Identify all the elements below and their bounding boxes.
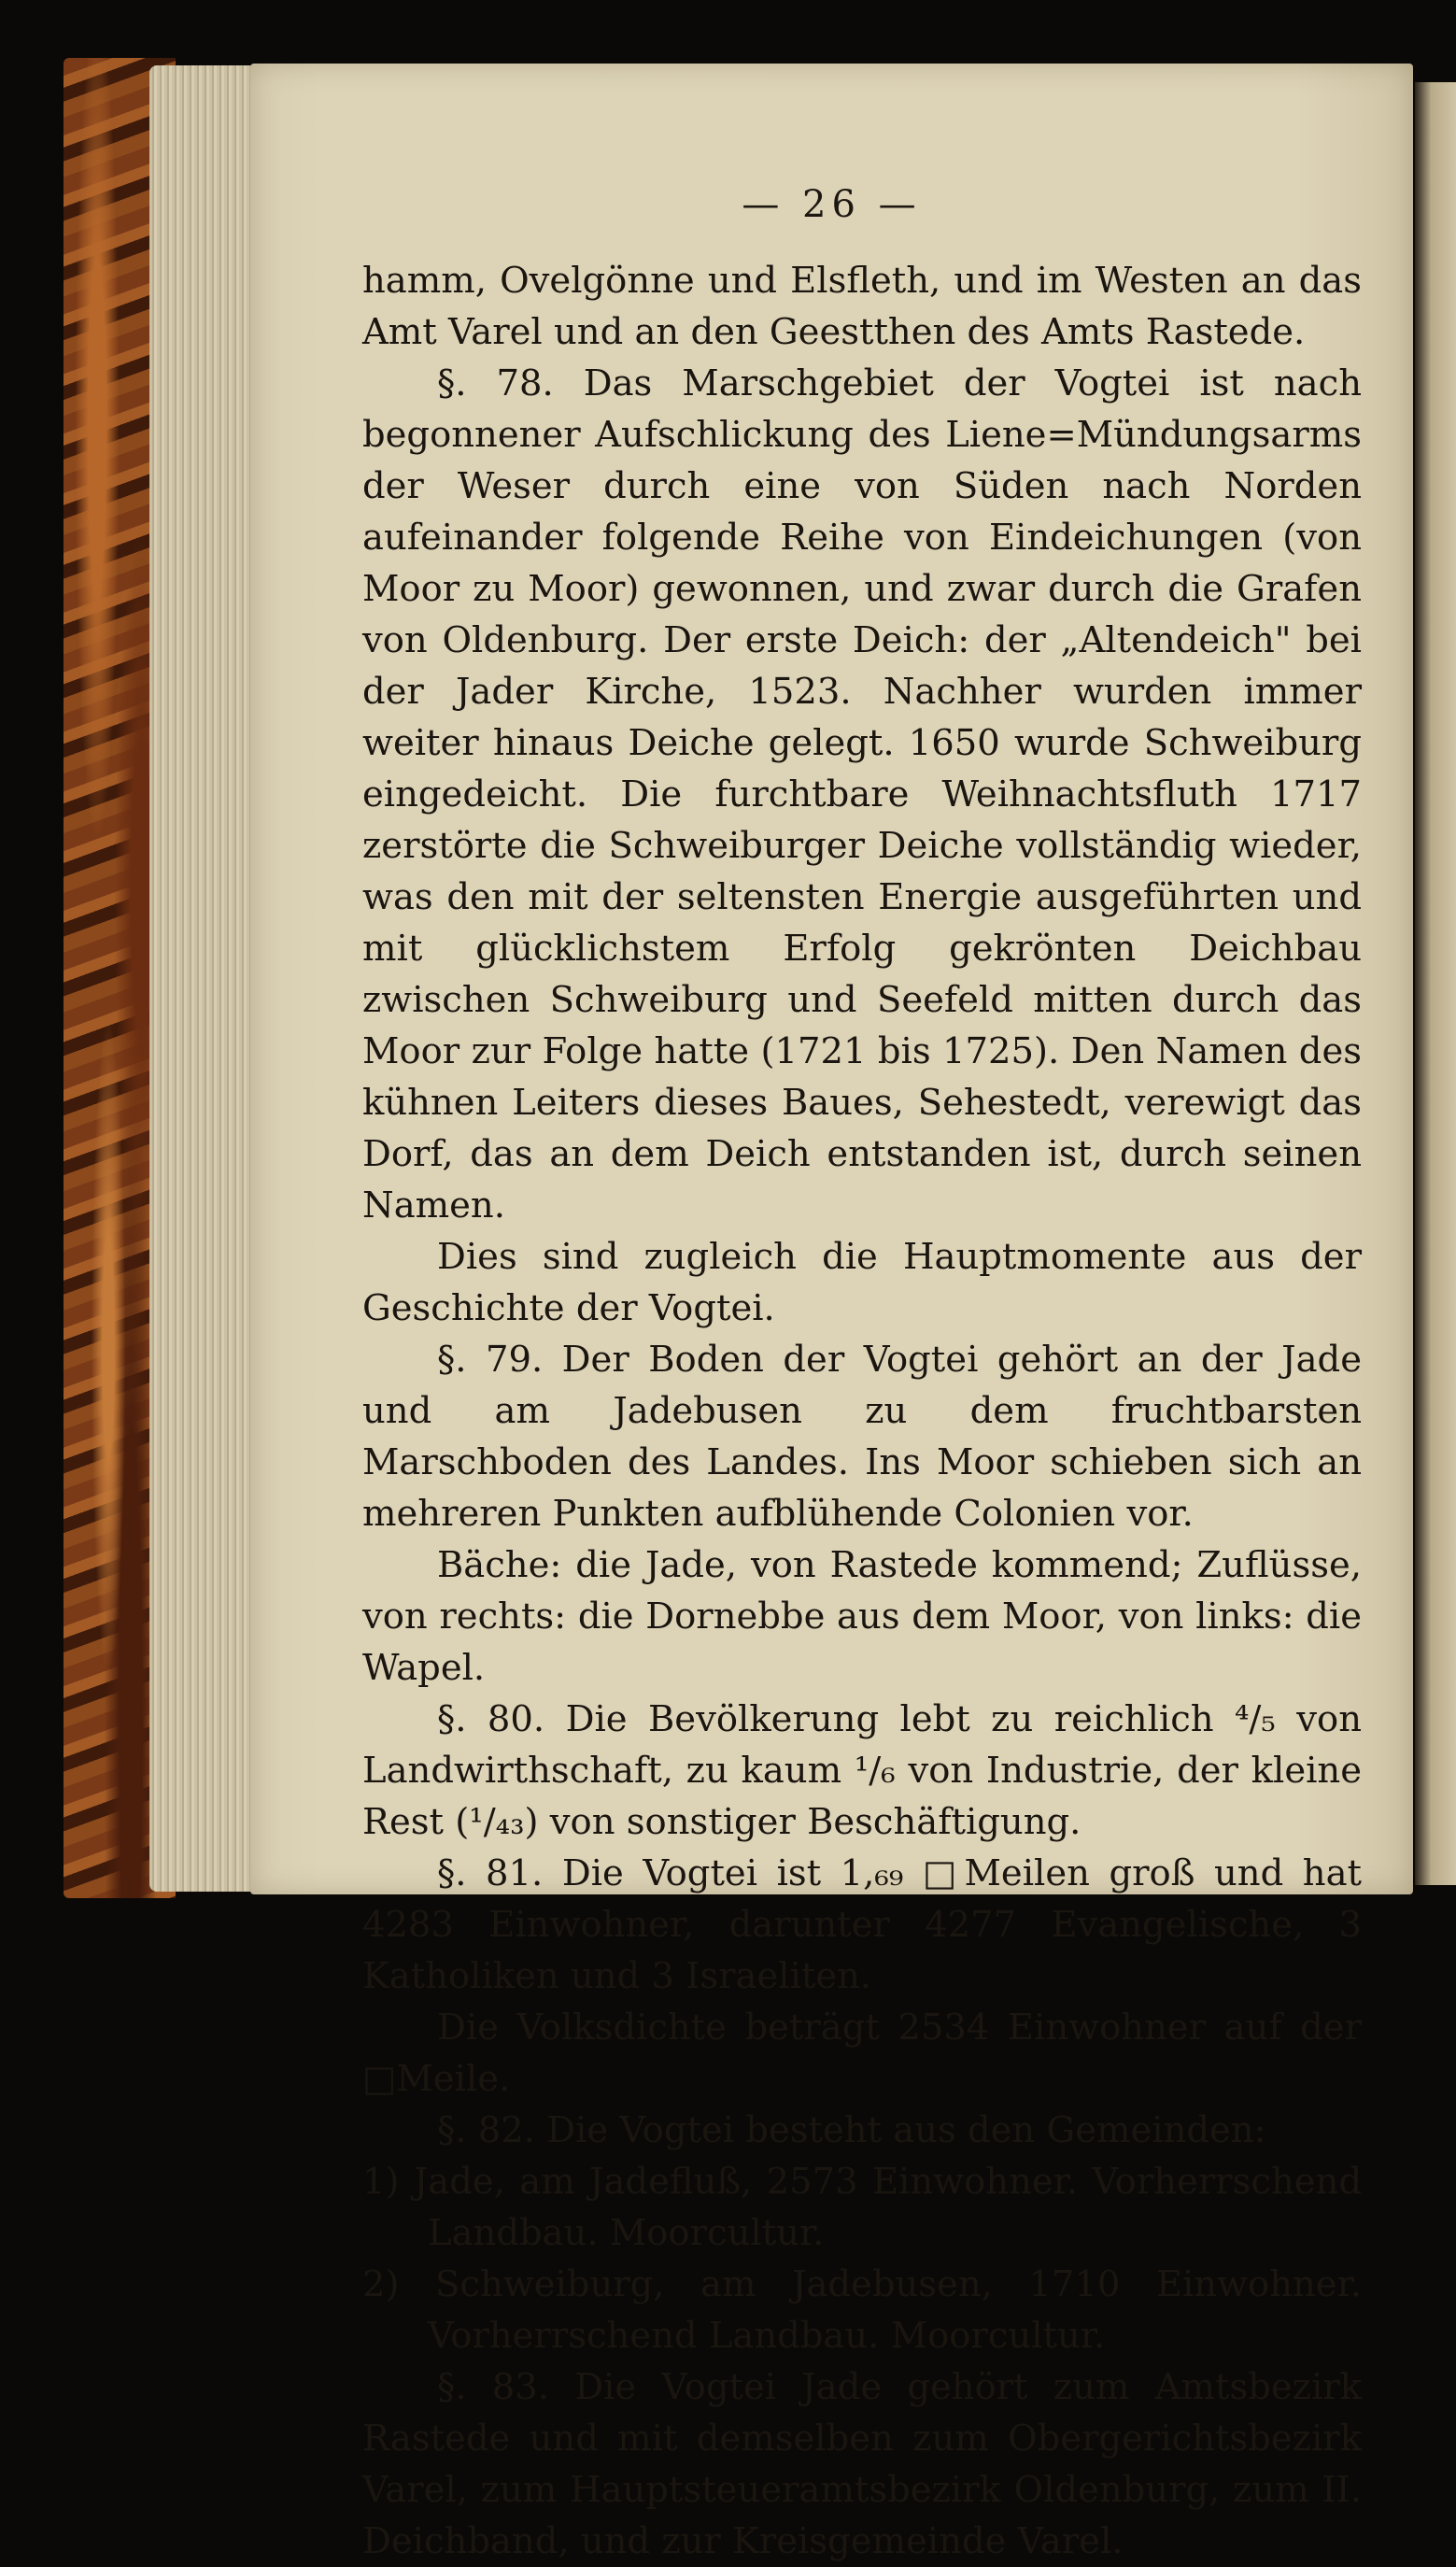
paragraph: hamm, Ovelgönne und Elsfleth, und im Westen an das Amt Varel und an den Geestthen des Amts Rastede. (362, 260, 1362, 353)
page-edges (149, 65, 252, 1892)
paragraph: Die Volksdichte beträgt 2534 Einwohner auf der □Meile. (362, 2007, 1362, 2100)
facing-page-edge (1415, 82, 1456, 1885)
paragraph: Dies sind zugleich die Hauptmomente aus der Geschichte der Vogtei. (362, 1236, 1362, 1329)
paragraph: Bäche: die Jade, von Rastede kommend; Zuflüsse, von rechts: die Dornebbe aus dem Moor, von links: die Wapel. (362, 1544, 1362, 1689)
paragraph: §. 80. Die Bevölkerung lebt zu reichlich ⁴/₅ von Landwirthschaft, zu kaum ¹/₆ von Industrie, der kleine Rest (¹/₄₃) von sonstiger Beschäftigung. (362, 1698, 1362, 1843)
paragraph: §. 79. Der Boden der Vogtei gehört an der Jade und am Jadebusen zu dem fruchtbarsten Marschboden des Landes. Ins Moor schieben sich an mehreren Punkten aufblühende Colonien vor. (362, 1339, 1362, 1535)
page-number: — 26 — (742, 183, 922, 226)
paragraph: §. 83. Die Vogtei Jade gehört zum Amtsbezirk Rastede und mit demselben zum Obergerichtsbezirk Varel, zum Hauptsteueramtsbezirk Oldenburg, zum II. Deichband, und zur Kreisgemeinde Varel. (362, 2366, 1362, 2562)
list-item: 1) Jade, am Jadefluß, 2573 Einwohner. Vorherrschend Landbau. Moorcultur. (362, 2161, 1362, 2254)
book-page (250, 64, 1413, 2562)
list-item: 2) Schweiburg, am Jadebusen, 1710 Einwohner. Vorherrschend Landbau. Moorcultur. (362, 2263, 1362, 2357)
paragraph: §. 81. Die Vogtei ist 1,₆₉ □Meilen groß und hat 4283 Einwohner, darunter 4277 Evangelische, 3 Katholiken und 3 Israeliten. (362, 1852, 1362, 1997)
paragraph: §. 78. Das Marschgebiet der Vogtei ist nach begonnener Aufschlickung des Liene=Mündungsarms der Weser durch eine von Süden nach Norden aufeinander folgende Reihe von Eindeichungen (von Moor zu Moor) gewonnen, und zwar durch die Grafen von Oldenburg. Der erste Deich: der „Altendeich" bei der Jader Kirche, 1523. Nachher wurden immer weiter hinaus Deiche gelegt. 1650 wurde Schweiburg eingedeicht. Die furchtbare Weihnachtsfluth 1717 zerstörte die Schweiburger Deiche vollständig wieder, was den mit der seltensten Energie ausgeführten und mit glücklichstem Erfolg gekrönten Deichbau zwischen Schweiburg und Seefeld mitten durch das Moor zur Folge hatte (1721 bis 1725). Den Namen des kühnen Leiters dieses Baues, Sehestedt, verewigt das Dorf, das an dem Deich entstanden ist, durch seinen Namen. (362, 362, 1362, 1227)
paragraph: §. 82. Die Vogtei besteht aus den Gemeinden: (437, 2109, 1266, 2151)
page-body (362, 255, 1362, 2567)
